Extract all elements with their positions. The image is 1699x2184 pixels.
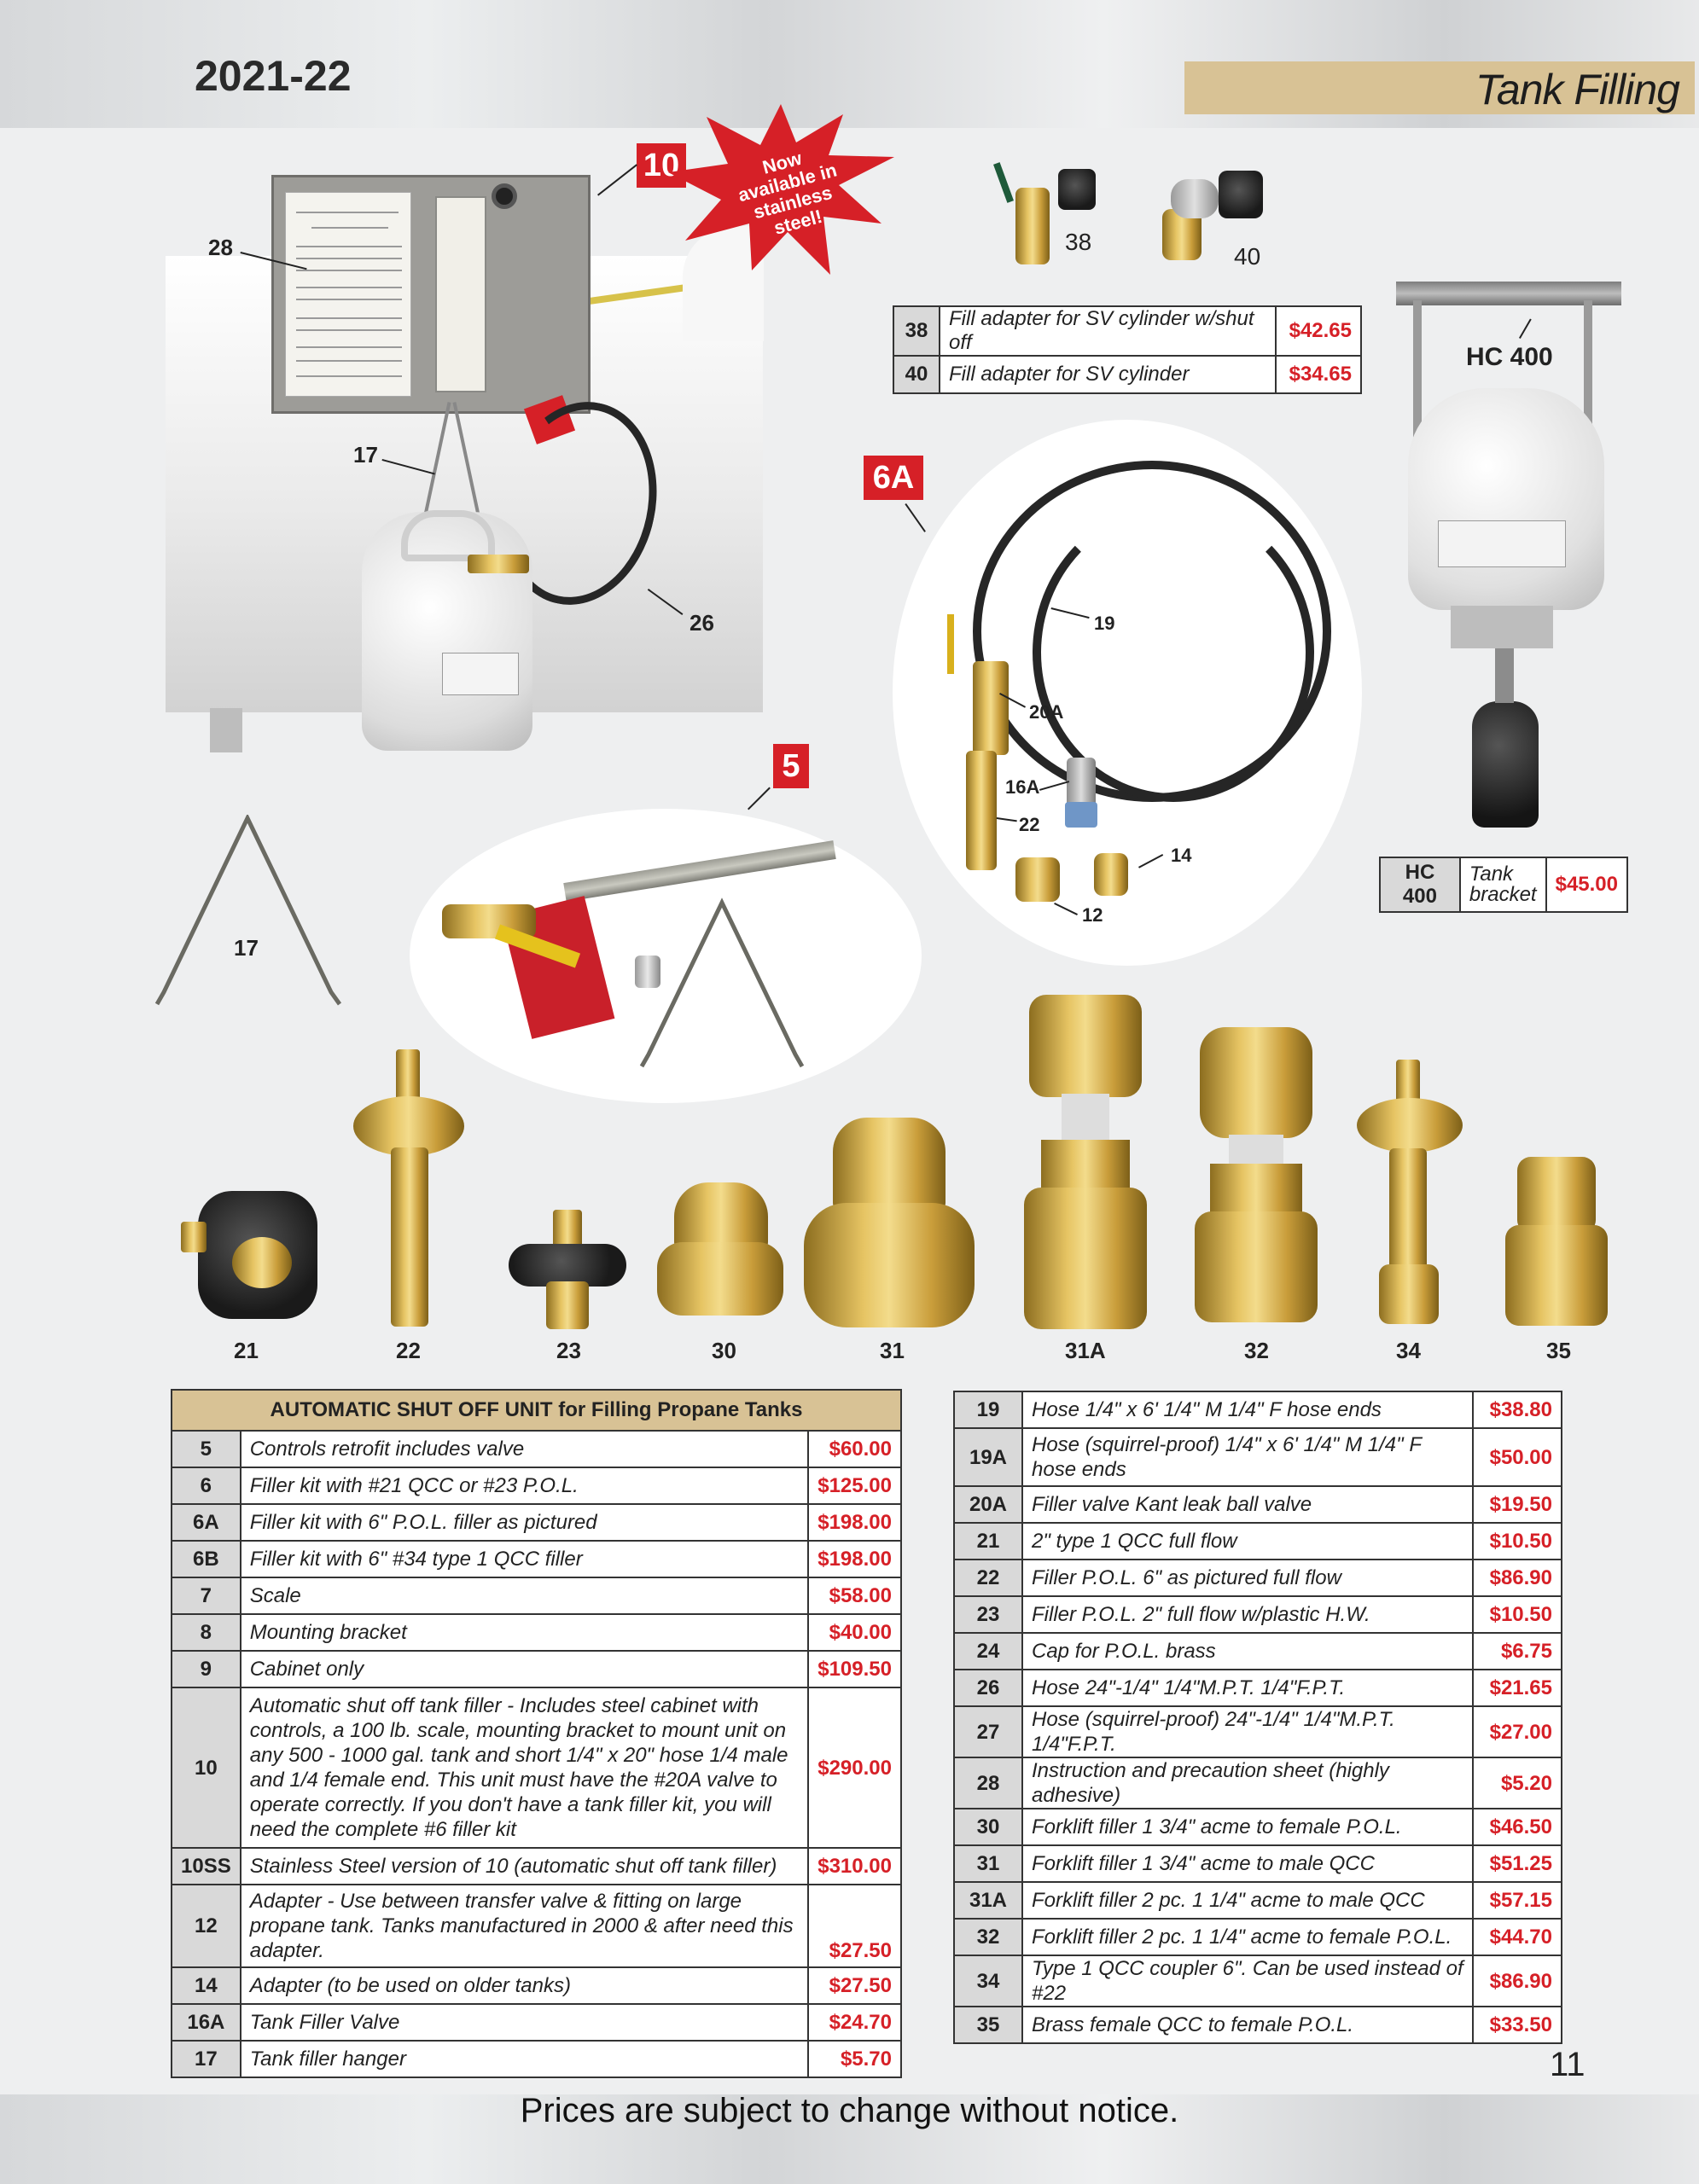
item-price: $198.00 <box>808 1504 901 1541</box>
item-description: Hose 1/4" x 6' 1/4" M 1/4" F hose ends <box>1022 1391 1473 1428</box>
item-description: Filler kit with 6" #34 type 1 QCC filler <box>241 1541 809 1577</box>
table-row <box>172 1687 901 1848</box>
item-code: 19A <box>954 1428 1022 1486</box>
item-description: Stainless Steel version of 10 (automatic shut off tank filler) <box>241 1848 809 1885</box>
callout-16a: 16A <box>1005 776 1040 798</box>
hanger-17-image <box>154 815 346 1011</box>
item-description: Filler P.O.L. 6" as pictured full flow <box>1022 1560 1473 1596</box>
callout-19: 19 <box>1094 613 1115 634</box>
item-description: Cabinet only <box>241 1651 809 1687</box>
table-row <box>954 1882 1562 1919</box>
item-code: 10 <box>172 1687 241 1848</box>
hc400-small-cylinder <box>1472 701 1539 828</box>
table-row <box>954 1391 1562 1428</box>
item-code: 31A <box>954 1882 1022 1919</box>
item-code: 17 <box>172 2041 241 2077</box>
item-price: $6.75 <box>1473 1633 1562 1670</box>
adapter-12-image <box>1015 857 1060 902</box>
item-description: Automatic shut off tank filler - Includes steel cabinet with controls, a 100 lb. scale, mounting bracket to mount unit on any 500 - 1000 gal. tank and short 1/4" x 20" hose 1/4 male and 1/4 female end. This unit must have the #20A valve to operate correctly. If you don't have a tank filler kit, you will need the complete #6 filler kit <box>241 1687 809 1848</box>
item-description: Adapter (to be used on older tanks) <box>241 1967 809 2004</box>
callout-20a: 20A <box>1029 701 1064 723</box>
item-code: 38 <box>893 306 940 356</box>
table-row <box>954 1486 1562 1523</box>
table-row <box>954 1633 1562 1670</box>
item-description: Forklift filler 2 pc. 1 1/4" acme to male QCC <box>1022 1882 1473 1919</box>
valve-16a-blue <box>1065 802 1097 828</box>
hc400-cylinder <box>1408 388 1604 610</box>
fitting-label-31: 31 <box>880 1338 905 1363</box>
item-description: Filler kit with #21 QCC or #23 P.O.L. <box>241 1467 809 1504</box>
item-description: Hose 24"-1/4" 1/4"M.P.T. 1/4"F.P.T. <box>1022 1670 1473 1706</box>
item-price: $51.25 <box>1473 1845 1562 1882</box>
item-code: 24 <box>954 1633 1022 1670</box>
table-row <box>172 1848 901 1885</box>
item-price: $24.70 <box>808 2004 901 2041</box>
table-row <box>1380 857 1627 912</box>
callout-17: 17 <box>353 442 378 468</box>
item-price: $33.50 <box>1473 2007 1562 2043</box>
item-price: $50.00 <box>1473 1428 1562 1486</box>
table-row <box>954 1706 1562 1757</box>
fitting-32-image <box>1195 1027 1318 1322</box>
table-row <box>954 1428 1562 1486</box>
callout-12: 12 <box>1082 904 1103 926</box>
item-description: Controls retrofit includes valve <box>241 1431 809 1467</box>
item-price: $86.90 <box>1473 1955 1562 2007</box>
callout-22-kit: 22 <box>1019 814 1040 835</box>
adapter-40-elbow <box>1171 179 1219 218</box>
table-row <box>172 1467 901 1504</box>
fitting-31a-image <box>1024 995 1147 1329</box>
table-row <box>954 1596 1562 1633</box>
table-row <box>954 1560 1562 1596</box>
table-row <box>172 1614 901 1651</box>
item-code: 35 <box>954 2007 1022 2043</box>
item-code: 16A <box>172 2004 241 2041</box>
fitting-35-image <box>1505 1157 1608 1326</box>
callout-hc400: HC 400 <box>1466 343 1553 371</box>
item-code: HC 400 <box>1380 857 1460 912</box>
table-row <box>954 1809 1562 1845</box>
adapter-38-handle <box>993 162 1014 203</box>
item-description: Filler P.O.L. 2" full flow w/plastic H.W. <box>1022 1596 1473 1633</box>
item-price: $310.00 <box>808 1848 901 1885</box>
page-number: 11 <box>1550 2046 1586 2083</box>
callout-17-hanger: 17 <box>234 935 259 961</box>
scale-dial <box>492 183 517 209</box>
brass-filler-photo <box>468 555 529 573</box>
fitting-label-23: 23 <box>556 1338 581 1363</box>
item-description: 2" type 1 QCC full flow <box>1022 1523 1473 1560</box>
fitting-label-31a: 31A <box>1065 1338 1106 1363</box>
item-description: Fill adapter for SV cylinder w/shut off <box>940 306 1276 356</box>
item-price: $27.50 <box>808 1885 901 1967</box>
item-description: Mounting bracket <box>241 1614 809 1651</box>
hc400-label <box>1438 520 1566 567</box>
item-description: Type 1 QCC coupler 6". Can be used instead of #22 <box>1022 1955 1473 2007</box>
item-code: 10SS <box>172 1848 241 1885</box>
item-price: $27.50 <box>808 1967 901 2004</box>
hc400-price-table <box>1379 857 1628 913</box>
item-price: $34.65 <box>1276 356 1361 393</box>
fitting-30-image <box>657 1182 783 1319</box>
table-row <box>954 1955 1562 2007</box>
item-code: 28 <box>954 1757 1022 1809</box>
item-description: Fill adapter for SV cylinder <box>940 356 1276 393</box>
item-description: Tank filler hanger <box>241 2041 809 2077</box>
hc400-valve <box>1495 648 1514 703</box>
fitting-label-34: 34 <box>1396 1338 1421 1363</box>
leader-5 <box>748 787 771 810</box>
item-code: 31 <box>954 1845 1022 1882</box>
callout-5-tag: 5 <box>773 744 809 788</box>
item-code: 30 <box>954 1809 1022 1845</box>
filler-valve-20a <box>973 661 1009 755</box>
fitting-label-22: 22 <box>396 1338 421 1363</box>
hc400-base <box>1451 606 1553 648</box>
item-price: $125.00 <box>808 1467 901 1504</box>
item-code: 12 <box>172 1885 241 1967</box>
item-code: 5 <box>172 1431 241 1467</box>
item-code: 6A <box>172 1504 241 1541</box>
item-description: Filler valve Kant leak ball valve <box>1022 1486 1473 1523</box>
adapter-price-table <box>893 305 1362 394</box>
table-title: AUTOMATIC SHUT OFF UNIT for Filling Propane Tanks <box>172 1390 901 1431</box>
fitting-34-image <box>1353 1060 1464 1324</box>
table-row <box>893 306 1361 356</box>
item-description: Adapter - Use between transfer valve & fitting on large propane tank. Tanks manufactured in 2000 & after need this adapter. <box>241 1885 809 1967</box>
fitting-31-image <box>804 1118 975 1327</box>
table-row <box>172 1504 901 1541</box>
item-price: $44.70 <box>1473 1919 1562 1955</box>
item-code: 14 <box>172 1967 241 2004</box>
item-price: $198.00 <box>808 1541 901 1577</box>
item-description: Hose (squirrel-proof) 1/4" x 6' 1/4" M 1/4" F hose ends <box>1022 1428 1473 1486</box>
item-price: $5.70 <box>808 2041 901 2077</box>
item-description: Brass female QCC to female P.O.L. <box>1022 2007 1473 2043</box>
table-row <box>172 1885 901 1967</box>
section-title: Tank Filling <box>1475 66 1679 113</box>
item-code: 6B <box>172 1541 241 1577</box>
item-price: $10.50 <box>1473 1596 1562 1633</box>
callout-28: 28 <box>208 235 233 260</box>
stainless-burst-text: Now available in stainless steel! <box>736 147 840 239</box>
callout-38: 38 <box>1065 229 1092 255</box>
item-price: $45.00 <box>1546 857 1627 912</box>
table-row <box>172 1541 901 1577</box>
item-price: $86.90 <box>1473 1560 1562 1596</box>
item-description: Forklift filler 1 3/4" acme to female P.O.L. <box>1022 1809 1473 1845</box>
leader-10 <box>597 164 637 195</box>
callout-40: 40 <box>1234 243 1261 270</box>
fitting-22-image <box>350 1049 469 1331</box>
leader-6a <box>905 503 926 532</box>
callout-10-tag: 10 <box>637 143 686 188</box>
callout-6a-tag: 6A <box>864 456 923 500</box>
item-code: 23 <box>954 1596 1022 1633</box>
item-description: Forklift filler 2 pc. 1 1/4" acme to female P.O.L. <box>1022 1919 1473 1955</box>
fitting-label-35: 35 <box>1546 1338 1571 1363</box>
table-row <box>172 1967 901 2004</box>
table-row <box>954 1523 1562 1560</box>
item-price: $21.65 <box>1473 1670 1562 1706</box>
filler-22-in-kit <box>966 751 997 870</box>
table-header-row <box>172 1390 901 1431</box>
table-row <box>172 2041 901 2077</box>
tank-leg <box>210 708 242 752</box>
item-price: $46.50 <box>1473 1809 1562 1845</box>
item-price: $19.50 <box>1473 1486 1562 1523</box>
fitting-label-30: 30 <box>712 1338 736 1363</box>
fitting-23-image <box>509 1210 628 1329</box>
table-row <box>172 1577 901 1614</box>
item-code: 40 <box>893 356 940 393</box>
cylinder-label <box>442 653 519 695</box>
item-code: 19 <box>954 1391 1022 1428</box>
valve-handle-20a <box>947 614 954 674</box>
item-code: 9 <box>172 1651 241 1687</box>
item-price: $57.15 <box>1473 1882 1562 1919</box>
price-disclaimer: Prices are subject to change without notice. <box>520 2092 1179 2129</box>
fitting-label-21: 21 <box>234 1338 259 1363</box>
callout-26: 26 <box>689 610 714 636</box>
item-price: $290.00 <box>808 1687 901 1848</box>
item-price: $42.65 <box>1276 306 1361 356</box>
item-description: Filler kit with 6" P.O.L. filler as pictured <box>241 1504 809 1541</box>
table-row <box>893 356 1361 393</box>
hanger-17-in-oval <box>637 896 807 1075</box>
item-code: 26 <box>954 1670 1022 1706</box>
item-code: 6 <box>172 1467 241 1504</box>
item-price: $40.00 <box>808 1614 901 1651</box>
shutoff-unit-price-table <box>171 1389 902 2078</box>
item-description: Forklift filler 1 3/4" acme to male QCC <box>1022 1845 1473 1882</box>
fitting-21-image <box>181 1186 317 1322</box>
item-description: Hose (squirrel-proof) 24"-1/4" 1/4"M.P.T. 1/4"F.P.T. <box>1022 1706 1473 1757</box>
adapter-38-nut <box>1058 169 1096 210</box>
item-code: 34 <box>954 1955 1022 2007</box>
leader-hc400 <box>1519 318 1532 339</box>
section-banner <box>1184 61 1695 114</box>
table-row <box>954 1919 1562 1955</box>
item-price: $5.20 <box>1473 1757 1562 1809</box>
item-price: $109.50 <box>808 1651 901 1687</box>
table-row <box>954 1757 1562 1809</box>
parts-price-table <box>953 1391 1562 2044</box>
table-row <box>954 1670 1562 1706</box>
item-code: 22 <box>954 1560 1022 1596</box>
scale-gauge <box>435 196 486 392</box>
table-row <box>172 1651 901 1687</box>
item-price: $58.00 <box>808 1577 901 1614</box>
item-description: Scale <box>241 1577 809 1614</box>
adapter-38-image <box>1015 188 1050 264</box>
cylinder-collar <box>401 510 495 561</box>
item-code: 32 <box>954 1919 1022 1955</box>
item-description: Cap for P.O.L. brass <box>1022 1633 1473 1670</box>
item-price: $27.00 <box>1473 1706 1562 1757</box>
item-code: 27 <box>954 1706 1022 1757</box>
adapter-14-image <box>1094 853 1128 896</box>
item-price: $60.00 <box>808 1431 901 1467</box>
catalog-year: 2021-22 <box>195 52 352 100</box>
table-row <box>954 1845 1562 1882</box>
item-price: $38.80 <box>1473 1391 1562 1428</box>
item-price: $10.50 <box>1473 1523 1562 1560</box>
callout-14: 14 <box>1171 845 1192 866</box>
table-row <box>954 2007 1562 2043</box>
item-description: Instruction and precaution sheet (highly adhesive) <box>1022 1757 1473 1809</box>
table-row <box>172 1431 901 1467</box>
item-description: Tank bracket <box>1460 857 1546 912</box>
fitting-label-32: 32 <box>1244 1338 1269 1363</box>
table-row <box>172 2004 901 2041</box>
instruction-sheet <box>285 192 411 397</box>
item-code: 20A <box>954 1486 1022 1523</box>
item-description: Tank Filler Valve <box>241 2004 809 2041</box>
adapter-40-nut <box>1219 171 1263 218</box>
item-code: 21 <box>954 1523 1022 1560</box>
item-code: 8 <box>172 1614 241 1651</box>
item-code: 7 <box>172 1577 241 1614</box>
